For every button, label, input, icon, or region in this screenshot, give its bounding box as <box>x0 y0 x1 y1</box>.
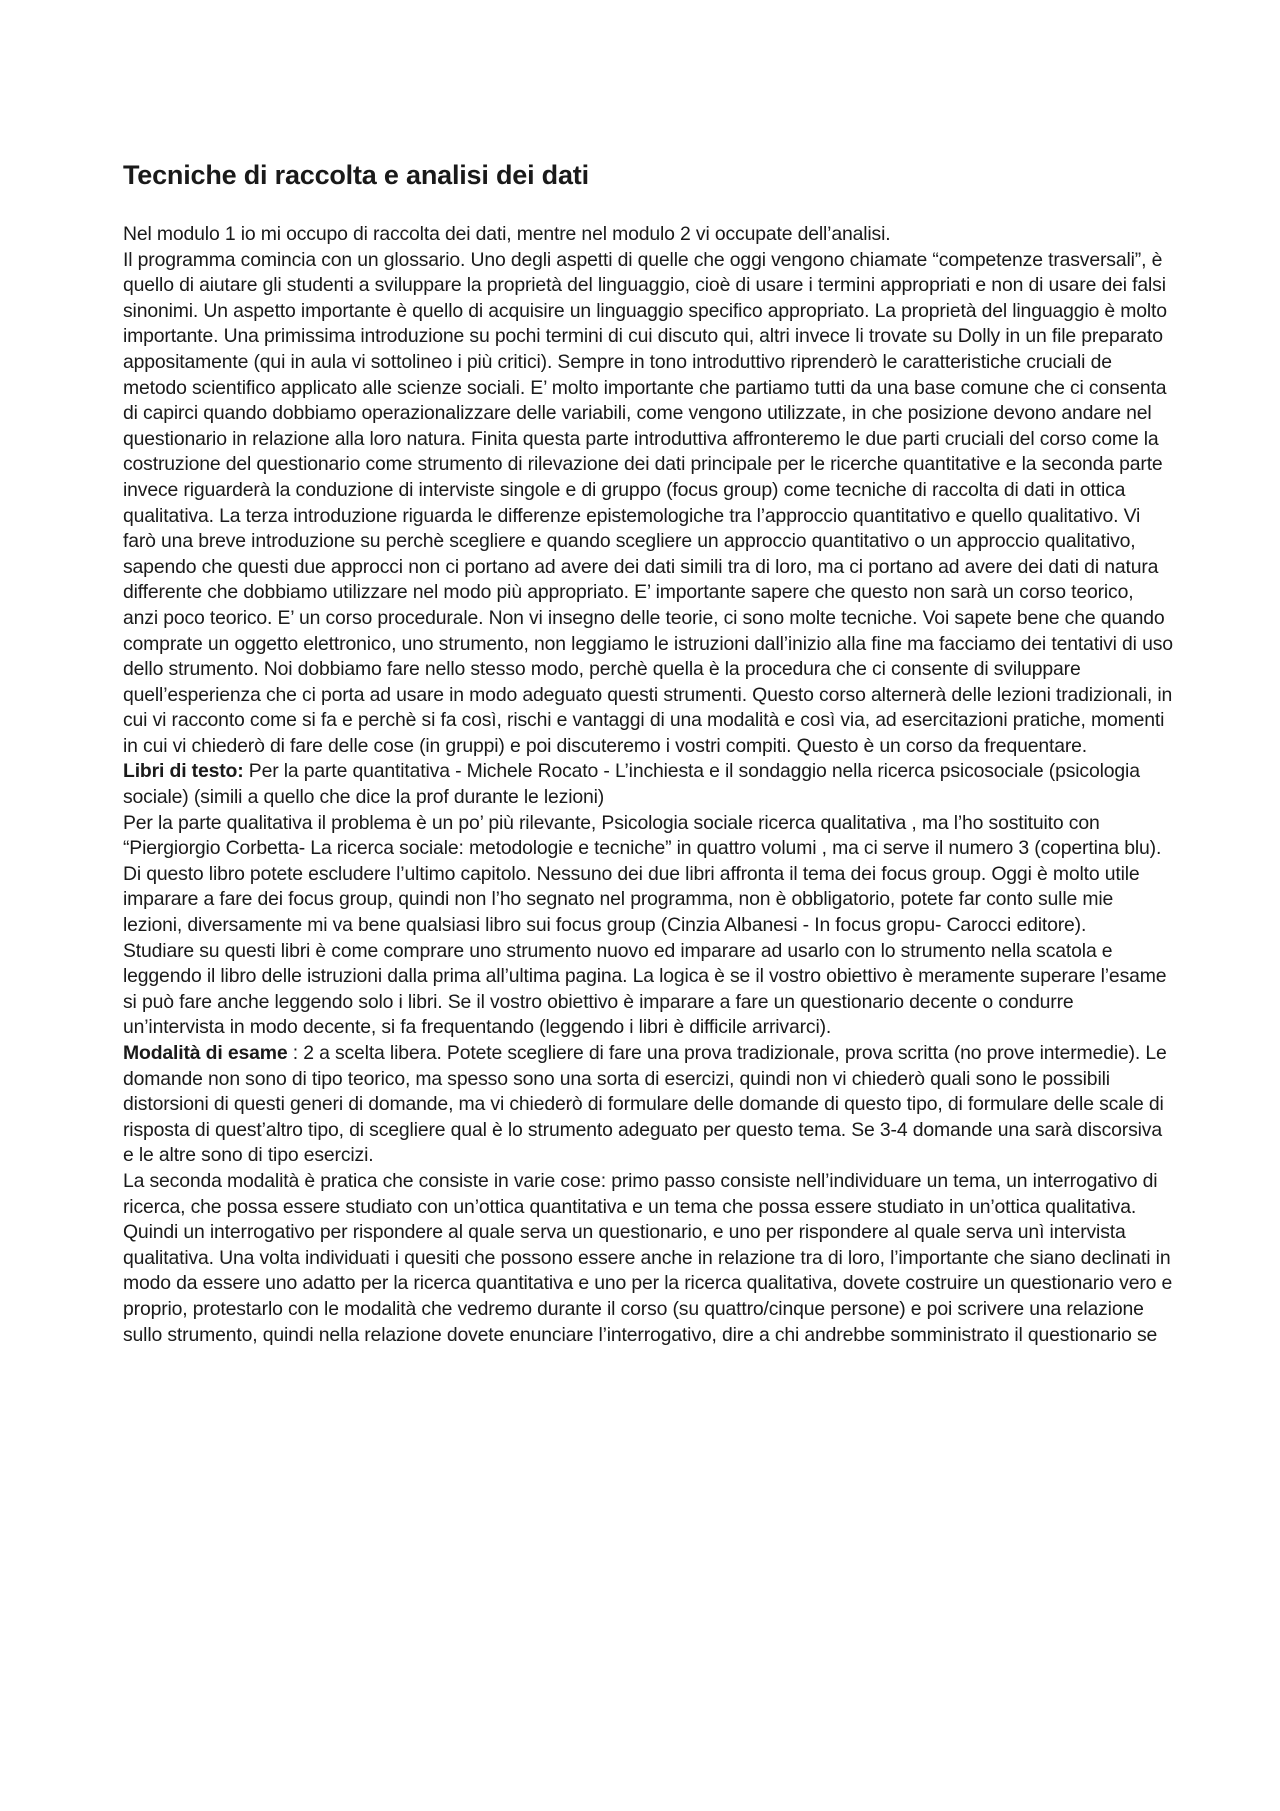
paragraph-text: Nel modulo 1 io mi occupo di raccolta dei dati, mentre nel modulo 2 vi occupate dell’analisi. <box>123 223 891 245</box>
paragraph-lead: Modalità di esame <box>123 1042 288 1064</box>
paragraph-text: Per la parte quantitativa - Michele Rocato - L’inchiesta e il sondaggio nella ricerca psicosociale (psicologia sociale) (simili a quello che dice la prof durante le lezioni) <box>123 760 1140 809</box>
paragraph-exam <box>123 1041 1173 1169</box>
paragraph-text: Per la parte qualitativa il problema è un po’ più rilevante, Psicologia sociale ricerca qualitativa , ma l’ho sostituito con “Piergiorgio Corbetta- La ricerca sociale: metodologie e tecniche” in quattro volumi , ma ci serve il numero 3 (copertina blu). Di questo libro potete escludere l’ultimo capitolo. Nessuno dei due libri affronta il tema dei focus group. Oggi è molto utile imparare a fare dei focus group, quindi non l’ho segnato nel programma, non è obbligatorio, potete far conto sulle mie lezioni, diversamente mi va bene qualsiasi libro sui focus group (Cinzia Albanesi - In focus gropu- Carocci editore). <box>123 811 1162 937</box>
paragraph-qualitative-books <box>123 811 1173 939</box>
paragraph-text: Studiare su questi libri è come comprare uno strumento nuovo ed imparare ad usarlo con lo strumento nella scatola e leggendo il libro delle istruzioni dalla prima all’ultima pagina. La logica è se il vostro obiettivo è meramente superare l’esame si può fare anche leggendo solo i libri. Se il vostro obiettivo è imparare a fare un questionario decente o condurre un’intervista in modo decente, si fa frequentando (leggendo i libri è difficile arrivarci). <box>123 939 1167 1039</box>
document-title: Tecniche di raccolta e analisi dei dati <box>123 160 589 190</box>
paragraph-text: Il programma comincia con un glossario. Uno degli aspetti di quelle che oggi vengono chiamate “competenze trasversali”, è quello di aiutare gli studenti a sviluppare la proprietà del linguaggio, cioè di usare i termini appropriati e non di usare dei falsi sinonimi. Un aspetto importante è quello di acquisire un linguaggio specifico appropriato. La proprietà del linguaggio è molto importante. Una primissima introduzione su pochi termini di cui discuto qui, altri invece li trovate su Dolly in un file preparato appositamente (qui in aula vi sottolineo i più critici). Sempre in tono introduttivo riprenderò le caratteristiche cruciali de metodo scientifico applicato alle scienze sociali. E’ molto importante che partiamo tutti da una base comune che ci consenta di capirci quando dobbiamo operazionalizzare delle variabili, come vengono utilizzate, in che posizione devono andare nel questionario in relazione alla loro natura. Finita questa parte introduttiva affronteremo le due parti cruciali del corso come la costruzione del questionario come strumento di rilevazione dei dati principale per le ricerche quantitative e la seconda parte invece riguarderà la conduzione di interviste singole e di gruppo (focus group) come tecniche di raccolta di dati in ottica qualitativa. La terza introduzione riguarda le differenze epistemologiche tra l’approccio quantitativo e quello qualitativo. Vi farò una breve introduzione su perchè scegliere e quando scegliere un approccio quantitativo o un approccio qualitativo, sapendo che questi due approcci non ci portano ad avere dei dati simili tra di loro, ma ci portano ad avere dei dati di natura differente che dobbiamo utilizzare nel modo più appropriato. E’ importante sapere che questo non sarà un corso teorico, anzi poco teorico. E’ un corso procedurale. Non vi insegno delle teorie, ci sono molte tecniche. Voi sapete bene che quando comprate un oggetto elettronico, uno strumento, non leggiamo le istruzioni dall’inizio alla fine ma facciamo dei tentativi di uso dello strumento. Noi dobbiamo fare nello stesso modo, perchè quella è la procedura che ci consente di sviluppare quell’esperienza che ci porta ad usare in modo adeguato questi strumenti. Questo corso alternerà delle lezioni tradizionali, in cui vi racconto come si fa e perchè si fa così, rischi e vantaggi di una modalità e così via, ad esercitazioni pratiche, momenti in cui vi chiederò di fare delle cose (in gruppi) e poi discuteremo i vostri compiti. Questo è un corso da frequentare. <box>123 248 1173 757</box>
paragraph-text: : 2 a scelta libera. Potete scegliere di fare una prova tradizionale, prova scritta (no prove intermedie). Le domande non sono di tipo teorico, ma spesso sono una sorta di esercizi, quindi non vi chiederò quali sono le possibili distorsioni di questi generi di domande, ma vi chiederò di formulare delle domande di questo tipo, di formulare delle scale di risposta di quest’altro tipo, di scegliere qual è lo strumento adeguato per questo tema. Se 3-4 domande una sarà discorsiva e le altre sono di tipo esercizi. <box>123 1042 1167 1167</box>
paragraph-study-logic <box>123 939 1173 1041</box>
paragraph-intro <box>123 222 1173 248</box>
paragraph-program <box>123 248 1173 760</box>
paragraph-second-mode <box>123 1169 1173 1348</box>
paragraph-lead: Libri di testo: <box>123 760 244 783</box>
paragraph-textbooks <box>123 759 1173 810</box>
document-page <box>123 158 1173 1348</box>
paragraph-text: La seconda modalità è pratica che consiste in varie cose: primo passo consiste nell’individuare un tema, un interrogativo di ricerca, che possa essere studiato con un’ottica quantitativa e un tema che possa essere studiato in un’ottica qualitativa. Quindi un interrogativo per rispondere al quale serva un questionario, e uno per rispondere al quale serva unì intervista qualitativa. Una volta individuati i quesiti che possono essere anche in relazione tra di loro, l’importante che siano declinati in modo da essere uno adatto per la ricerca quantitativa e uno per la ricerca qualitativa, dovete costruire un questionario vero e proprio, protestarlo con le modalità che vedremo durante il corso (su quattro/cinque persone) e poi scrivere una relazione sullo strumento, quindi nella relazione dovete enunciare l’interrogativo, dire a chi andrebbe somministrato il questionario se <box>123 1169 1173 1346</box>
document-body <box>123 222 1173 1348</box>
